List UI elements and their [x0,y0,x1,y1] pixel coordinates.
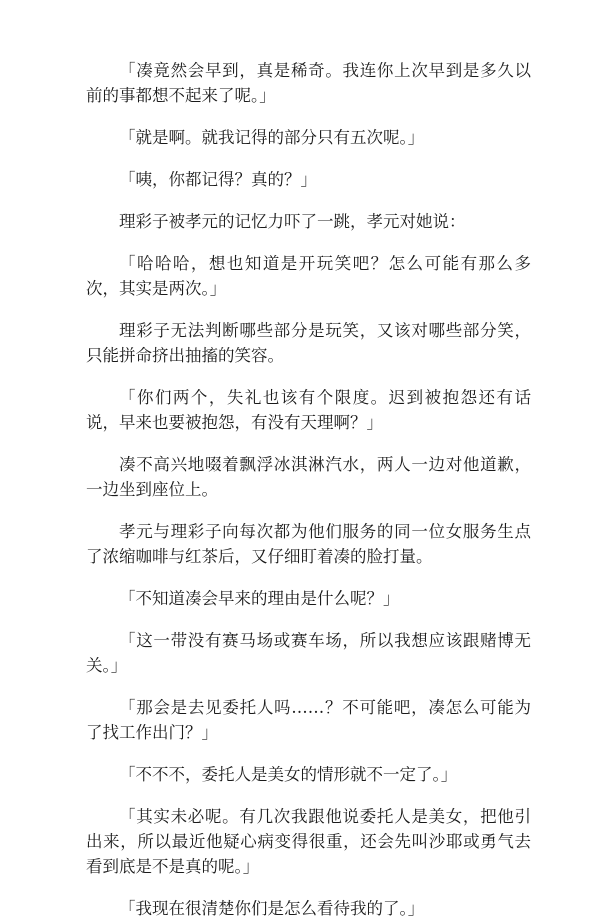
paragraph: 「咦，你都记得？真的？」 [119,170,317,189]
paragraph: 「这一带没有赛马场或赛车场，所以我想应该跟赌博无关。」 [86,631,531,675]
paragraph: 「那会是去见委托人吗……？不可能吧，凑怎么可能为了找工作出门？」 [86,698,531,742]
paragraph: 「我现在很清楚你们是怎么看待我的了。」 [119,899,425,918]
paragraph: 理彩子无法判断哪些部分是玩笑，又该对哪些部分笑，只能拼命挤出抽搐的笑容。 [86,321,531,365]
paragraph: 理彩子被孝元的记忆力吓了一跳，孝元对她说： [119,212,466,231]
paragraph: 「其实未必呢。有几次我跟他说委托人是美女，把他引出来，所以最近他疑心病变得很重，还会先叫沙耶或勇气去看到底是不是真的呢。」 [86,807,531,876]
paragraph: 「不不不，委托人是美女的情形就不一定了。」 [119,765,458,784]
paragraph: 「哈哈哈，想也知道是开玩笑吧？怎么可能有那么多次，其实是两次。」 [86,254,531,298]
paragraph: 「凑竟然会早到，真是稀奇。我连你上次早到是多久以前的事都想不起来了呢。」 [86,61,531,105]
paragraph: 凑不高兴地啜着飘浮冰淇淋汽水，两人一边对他道歉，一边坐到座位上。 [86,455,531,499]
paragraph: 「就是啊。就我记得的部分只有五次呢。」 [119,128,425,147]
paragraph: 「你们两个，失礼也该有个限度。迟到被抱怨还有话说，早来也要被抱怨，有没有天理啊？」 [86,388,531,432]
paragraph: 「不知道凑会早来的理由是什么呢？」 [119,589,400,608]
paragraph: 孝元与理彩子向每次都为他们服务的同一位女服务生点了浓缩咖啡与红茶后，又仔细盯着凑的脸打量。 [86,522,531,566]
